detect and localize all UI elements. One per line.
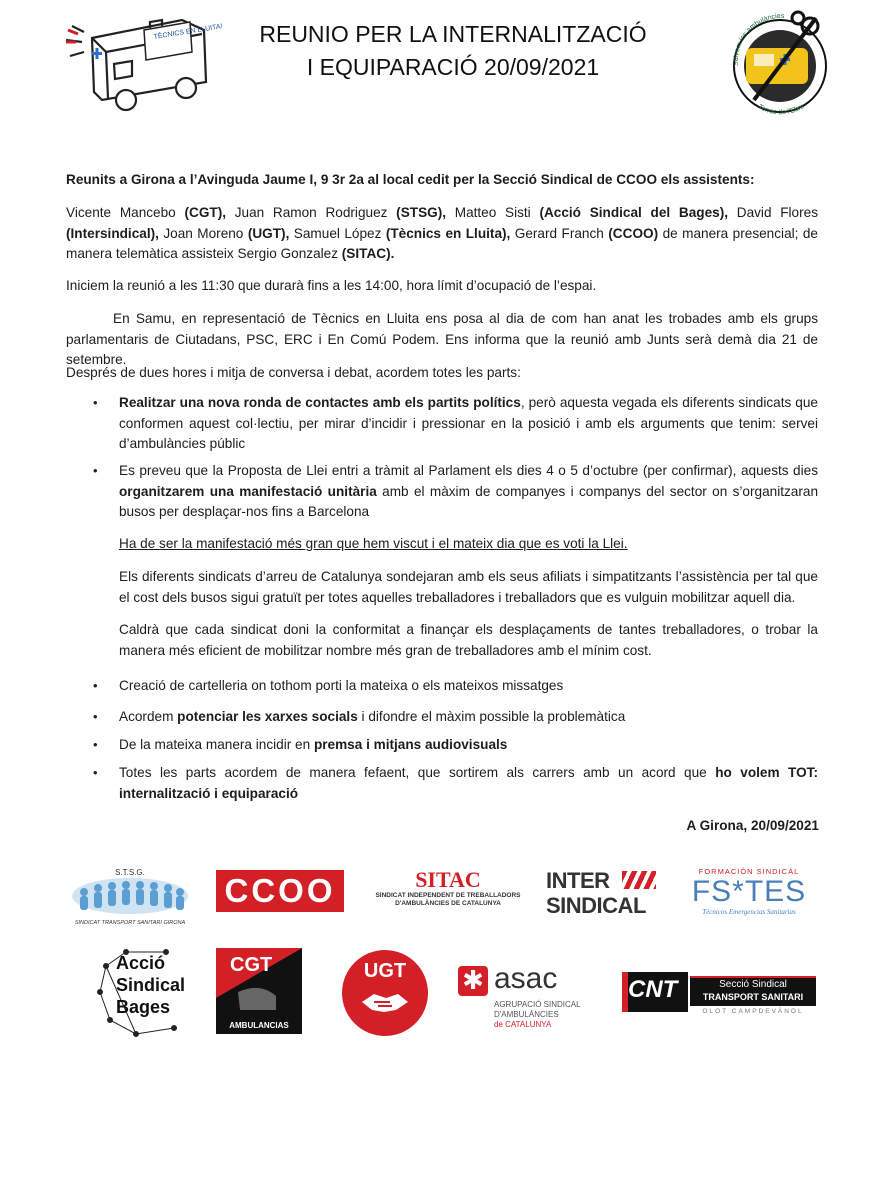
sitac-sub2: D'AMBULÀNCIES DE CATALUNYA (395, 900, 501, 907)
bullet-text: , però aquesta vegada els diferents sindicats que conformen aquest col·lectiu, per mirar d’incidir i pressionar en la posició i amb els arguments que tenim: servei d’ambulàncies públic (119, 395, 818, 451)
cgt-logo (216, 948, 302, 1034)
intersindical-logo (546, 868, 670, 918)
stsg-top-text: S.T.S.G. (115, 868, 145, 877)
left-logo-text: TÈCNICS EN LLUITA! (153, 23, 223, 41)
fstes-top: FORMACIÓN SINDICAL (698, 867, 800, 876)
start-paragraph: Iniciem la reunió a les 11:30 que durarà fins a les 14:00, hora límit d’ocupació de l’espai. (66, 278, 597, 293)
bullet-dot: • (93, 463, 98, 478)
attendee-name: Vicente Mancebo (66, 205, 185, 220)
bullet-item-contacts (119, 393, 818, 451)
attendee-union: (UGT), (247, 225, 290, 241)
right-logo-top-text: Salvem les ambulàncies (732, 12, 785, 67)
tecnics-en-lluita-ambulance-logo (62, 12, 223, 116)
attendee-name: Samuel López (289, 225, 386, 241)
fstes-logo (682, 867, 816, 919)
inter-text: INTER (546, 868, 610, 893)
handshake-icon (360, 988, 410, 1016)
attendee-union: (CGT), (184, 205, 226, 220)
cnt-logo (622, 972, 816, 1020)
bullet-bold-text: potenciar les xarxes socials (177, 709, 358, 724)
bullet-item-social (119, 707, 818, 728)
bullet-text: i difondre el màxim possible la problemàtica (357, 709, 626, 724)
asac-sub1: AGRUPACIÓ SINDICAL (494, 1000, 581, 1009)
bullet-dot: • (93, 709, 98, 724)
cgt-sub: AMBULANCIAS (229, 1021, 289, 1030)
bullet-item-demonstration (119, 461, 818, 523)
bullet-text: De la mateixa manera incidir en (119, 737, 314, 752)
salvem-ambulancies-logo (724, 4, 836, 126)
cnt-sub2: TRANSPORT SANITARI (702, 992, 804, 1002)
asac-sub2: D'AMBULÀNCIES (494, 1010, 559, 1019)
agreement-intro: Després de dues hores i mitja de conversa i debat, acordem totes les parts: (66, 365, 521, 380)
attendee-union: (SITAC). (341, 246, 395, 261)
sitac-sub1: SINDICAT INDEPENDENT DE TREBALLADORS (375, 892, 521, 899)
acs-text-3: Bages (116, 997, 171, 1017)
intro-paragraph (66, 170, 818, 191)
attendee-name: Matteo Sisti (446, 205, 540, 220)
asac-sub3: de CATALUNYA (494, 1020, 552, 1029)
attendees-paragraph (66, 203, 818, 265)
asac-star-icon: ✱ (458, 966, 488, 996)
acs-text-1: Acció (116, 953, 166, 973)
title-line-1: REUNIO PER LA INTERNALITZACIÓ (259, 21, 647, 47)
right-logo-bottom-text: Terres de l'Ebre (756, 102, 806, 117)
attendee-union: (CCOO) (608, 225, 659, 241)
accio-sindical-bages-logo (96, 946, 186, 1038)
asac-logo (458, 964, 588, 1034)
bullet-text: Acordem (119, 709, 178, 724)
ccoo-text: CCOO (224, 872, 336, 909)
bullet-dot: • (93, 678, 98, 693)
bullet-item-posters: Creació de cartelleria on tothom porti la mateixa o els mateixos missatges (119, 678, 564, 693)
attendee-union: (Tècnics en Lluita), (385, 225, 511, 241)
attendee-union: (Acció Sindical del Bages), (539, 205, 729, 220)
sitac-name: SITAC (415, 867, 481, 892)
bullet-dot: • (93, 395, 98, 410)
cnt-banner (690, 976, 816, 1006)
bullet-bold-text: premsa i mitjans audiovisuals (313, 737, 508, 752)
cgt-text: CGT (230, 954, 273, 976)
page-title (210, 18, 696, 84)
ccoo-logo (216, 870, 344, 912)
cnt-sub3: OLOT CAMPDEVÀNOL (702, 1008, 804, 1015)
sindical-text: SINDICAL (546, 893, 646, 918)
fstes-sub: Técnicos Emergencias Sanitarias (702, 908, 796, 916)
stsg-logo (64, 862, 196, 928)
fstes-name: FS*TES (691, 875, 807, 908)
cnt-sub1: Secció Sindical (719, 979, 787, 990)
attendee-name: Juan Ramon Rodriguez (226, 205, 397, 220)
bullet-dot: • (93, 765, 98, 780)
bullet-dot: • (93, 737, 98, 752)
cnt-box (622, 972, 688, 1012)
bullet-text: Totes les parts acordem de manera fefaent, que sortirem als carrers amb un acord que (119, 765, 716, 780)
bullet-text: Es preveu que la Proposta de Llei entri a tràmit al Parlament els dies 4 o 5 d’octubre (per confirmar), aquests dies (119, 463, 818, 478)
ugt-logo (342, 950, 428, 1036)
cnt-stripe (622, 972, 628, 1012)
attendee-name: David Flores (728, 205, 819, 220)
attendee-name: Joan Moreno (158, 225, 248, 241)
intro-text: Reunits a Girona a l’Avinguda Jaume I, 9 3r 2a al local cedit per la Secció Sindical de CCOO els assistents: (66, 172, 755, 187)
attendee-name: de manera presencial; de manera telemàtica assisteix Sergio Gonzalez (66, 225, 818, 261)
attendee-union: (Intersindical), (66, 225, 159, 241)
demonstration-emphasis (119, 534, 818, 555)
attendee-name: Gerard Franch (510, 225, 609, 241)
cnt-text: CNT (628, 976, 678, 1003)
flag-stripes-icon (622, 871, 656, 889)
underlined-text: Ha de ser la manifestació més gran que hem viscut i el mateix dia que es voti la Llei. (119, 536, 628, 551)
bullet-item-streets (119, 763, 818, 804)
attendee-union: (STSG), (396, 205, 447, 220)
bullet-bold-text: ho volem TOT: internalització i equiparació (119, 765, 818, 801)
title-line-2: I EQUIPARACIÓ 20/09/2021 (306, 54, 600, 80)
acs-text-2: Sindical (116, 975, 186, 995)
bullet-item-press (119, 735, 818, 756)
signoff: A Girona, 20/09/2021 (686, 818, 819, 833)
funding-paragraph: Caldrà que cada sindicat doni la conformitat a finançar els desplaçaments de tantes treballadores, o trobar la manera més eficient de mobilitzar nombre més gran de treballadores amb el mínim cost. (119, 622, 818, 658)
samu-paragraph: En Samu, en representació de Tècnics en Lluita ens posa al dia de com han anat les trobades amb els grups parlamentaris de Ciutadans, PSC, ERC i En Comú Podem. Ens informa que la reunió amb Junts serà demà dia 21 de setembre. (66, 311, 818, 367)
bullet-bold-text: Realitzar una nova ronda de contactes amb els partits polítics (119, 395, 521, 410)
asac-text: asac (494, 962, 558, 995)
bullet-bold-text: organitzarem una manifestació unitària (119, 483, 377, 499)
sitac-logo (364, 868, 532, 916)
bus-cost-paragraph: Els diferents sindicats d’arreu de Catalunya sondejaran amb els seus afiliats i simpatitzants l’assistència per tal que el cost dels busos sigui gratuït per totes aquelles treballadores i treballadors que es vulguin mobilitzar aquell dia. (119, 569, 818, 605)
ugt-text: UGT (363, 960, 407, 982)
bullet-text: amb el màxim de companyes i companys del sector on s’organitzaran busos per desplaçar-nos fins a Barcelona (119, 483, 819, 519)
stsg-bottom-text: SINDICAT TRANSPORT SANITARI GIRONA (74, 920, 186, 926)
